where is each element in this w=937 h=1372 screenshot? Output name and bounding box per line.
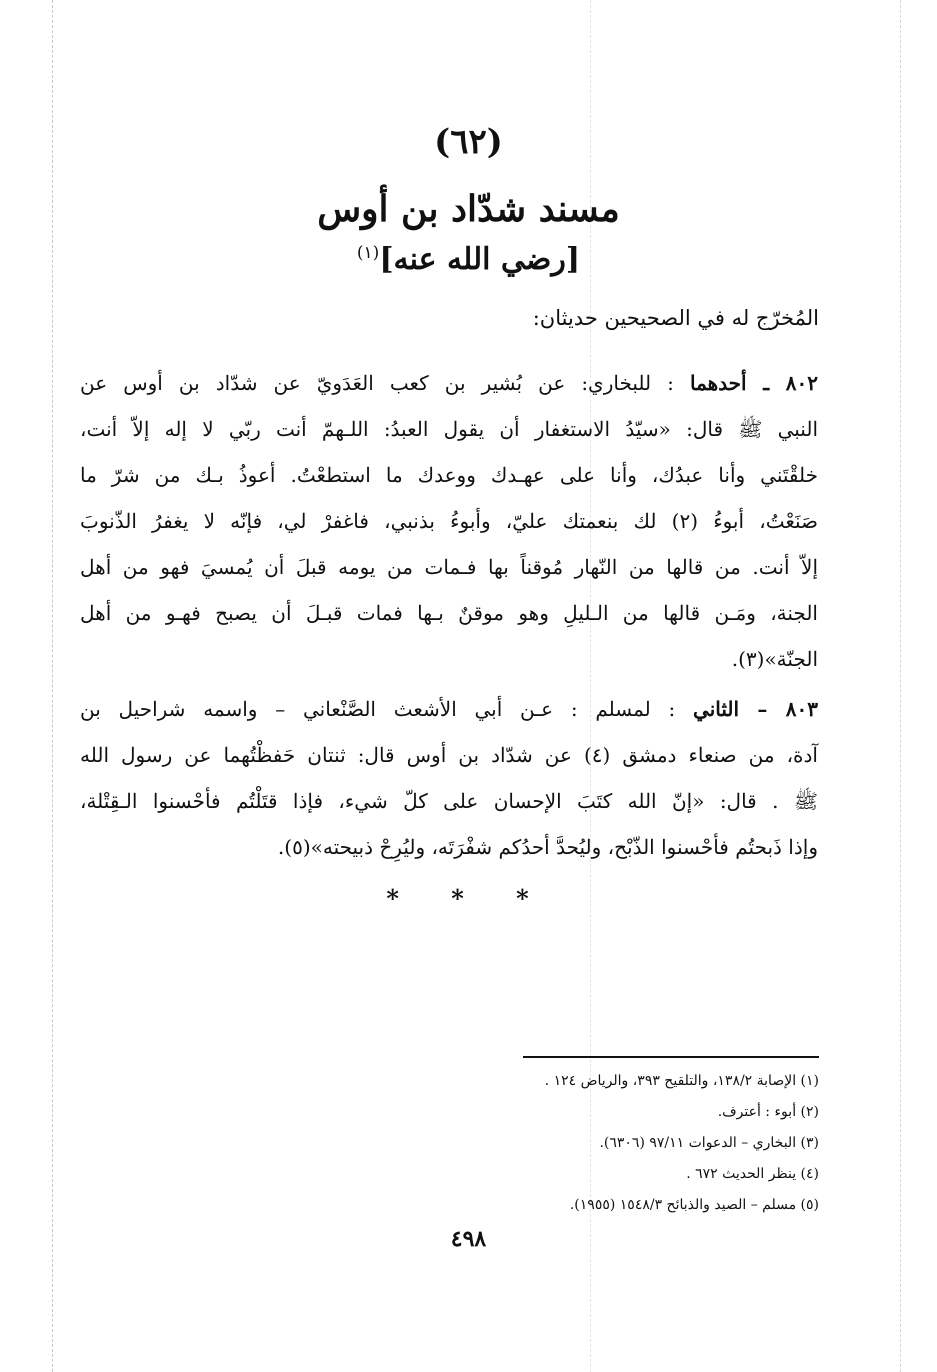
hadith-802-line-5: إلاّ أنت. من قالها من النّهار مُوقناً بها فـمات من يومه قبلَ أن يُمسيَ فهو من أهل: [80, 555, 818, 579]
subtitle-text: [رضي الله عنه]: [379, 242, 581, 277]
hadith-802-line-4: صَنَعْتُ، أبوءُ (٢) لك بنعمتك عليّ، وأبوءُ بذنبي، فاغفرْ لي، فإنّه لا يغفرُ الذّنوبَ: [80, 509, 818, 533]
subtitle-footnote-marker: (١): [356, 243, 380, 263]
hadith-803-line-2: آدة، من صنعاء دمشق (٤) عن شدّاد بن أوس قال: ثنتان حَفظْتُهما عن رسول الله: [80, 743, 818, 767]
hadith-802-line-7: الجنّة»(٣).: [731, 647, 818, 671]
footnote-2: (٢) أبوء : أعترف.: [717, 1104, 819, 1120]
footnote-5: (٥) مسلم – الصيد والذبائح ١٥٤٨/٣ (١٩٥٥).: [569, 1197, 819, 1213]
hadith-802-line-2: النبي ﷺ قال: «سيّدُ الاستغفار أن يقول العبدُ: اللـهمّ أنت ربّي لا إله إلاّ أنت،: [80, 417, 818, 441]
hadith-803-line-3: ﷺ . قال: «إنّ الله كتَبَ الإحسان على كلّ شيء، فإذا قتَلْتُم فأحْسنوا الـقِتْلة،: [80, 789, 818, 813]
hadith-803-lead: ٨٠٣ – الثاني: [693, 697, 819, 721]
hadith-802: [80, 360, 818, 682]
hadith-803-line-1-text: : لمسلم : عـن أبي الأشعث الصَّنْعاني – واسمه شراحيل بن: [80, 697, 676, 721]
hadith-802-line-6: الجنة، ومَـن قالها من الـليلِ وهو موقنٌ بـها فمات قبـلَ أن يصبح فهـو من أهل: [80, 601, 818, 625]
footnote-4: (٤) ينظر الحديث ٦٧٢ .: [686, 1166, 819, 1182]
hadith-802-line-1-text: : للبخاري: عن بُشير بن كعب العَدَويّ عن شدّاد بن أوس عن: [80, 371, 674, 395]
hadith-803-line-4: وإذا ذَبحتُم فأحْسنوا الذّبْح، وليُحدَّ أحدُكم شفْرَتَه، وليُرِحْ ذبيحته»(٥).: [277, 835, 818, 859]
hadith-803-line-1: [80, 686, 818, 732]
hadith-802-line-3: خلقْتَني وأنا عبدُك، وأنا على عهـدك ووعدك ما استطعْتُ. أعوذُ بـك من شرّ ما: [80, 463, 818, 487]
section-divider-stars: * * *: [386, 884, 551, 913]
page-number: ٤٩٨: [450, 1226, 487, 1252]
chapter-number: (٦٢): [434, 122, 503, 162]
footnotes: [545, 1066, 819, 1221]
footnote-3: (٣) البخاري – الدعوات ٩٧/١١ (٦٣٠٦).: [599, 1135, 819, 1151]
hadith-802-lead: ٨٠٢ ـ أحدهما: [689, 371, 819, 395]
chapter-title: مسند شدّاد بن أوس: [317, 188, 620, 230]
hadith-802-line-1: [80, 360, 818, 406]
intro-line: المُخرّج له في الصحيحين حديثان:: [532, 306, 819, 330]
footnote-separator: [523, 1056, 819, 1058]
hadith-803: [80, 686, 818, 870]
footnote-1: (١) الإصابة ١٣٨/٢، والتلقيح ٣٩٣، والرياض ١٢٤ .: [544, 1073, 819, 1089]
chapter-subtitle: [0, 242, 937, 277]
